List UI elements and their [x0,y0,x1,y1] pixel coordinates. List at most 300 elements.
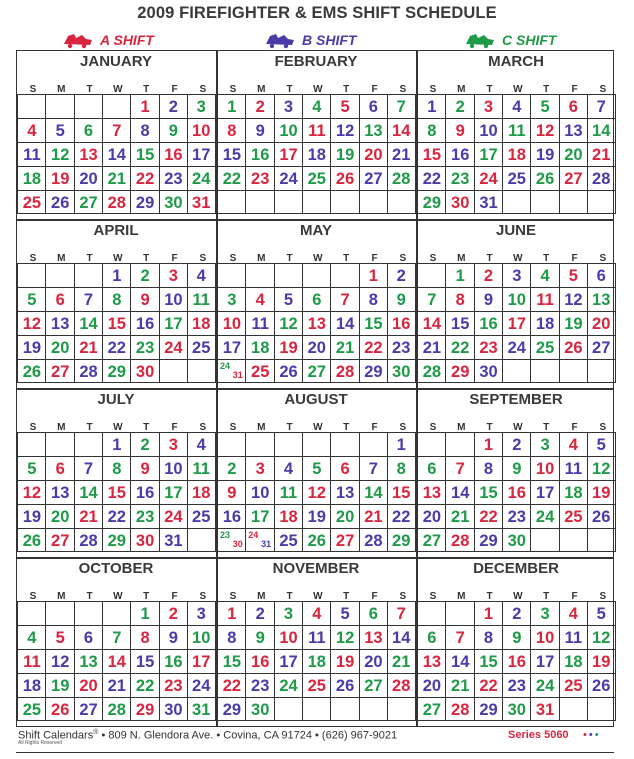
empty-cell [502,359,531,383]
legend-c-label: C SHIFT [502,32,557,48]
day-cell: 6 [417,625,446,649]
day-cell: 9 [245,625,274,649]
empty-cell [302,432,331,456]
weekday-label: S [229,422,237,433]
day-cell: 22 [217,166,246,190]
day-cell: 23 [159,673,188,697]
day-number: 23 [220,530,231,540]
fire-truck-icon [62,31,94,49]
day-cell: 30 [159,190,188,214]
day-cell: 6 [45,287,74,311]
day-cell: 20 [359,142,388,166]
day-cell: 20 [45,504,74,528]
day-cell: 2 [445,94,474,118]
day-cell: 25 [17,190,46,214]
day-cell: 4 [274,456,303,480]
day-cell: 28 [330,359,359,383]
day-cell: 5 [587,601,616,625]
day-cell: 10 [217,311,246,335]
day-cell: 5 [45,118,74,142]
day-cell: 16 [245,649,274,673]
day-cell: 17 [274,649,303,673]
empty-cell [74,601,103,625]
day-cell: 11 [17,649,46,673]
day-cell: 1 [474,432,503,456]
day-cell: 19 [17,335,46,359]
day-cell: 12 [530,118,559,142]
day-cell: 23 [130,504,159,528]
day-cell: 7 [445,456,474,480]
month-name: JULY [97,391,135,408]
day-cell: 31 [187,190,216,214]
day-cell: 21 [387,649,416,673]
day-cell: 20 [417,673,446,697]
month-name: FEBRUARY [274,53,358,70]
day-cell: 29 [445,359,474,383]
empty-cell [330,263,359,287]
day-cell: 27 [45,528,74,552]
day-cell: 12 [45,142,74,166]
day-cell: 10 [159,287,188,311]
legend-c-shift [464,30,556,50]
day-cell: 25 [187,335,216,359]
day-cell: 13 [417,649,446,673]
empty-cell [330,697,359,721]
empty-cell [45,94,74,118]
empty-cell [587,359,616,383]
weekday-label: S [199,253,207,264]
day-cell: 10 [474,118,503,142]
empty-cell [302,190,331,214]
day-cell: 24 [159,504,188,528]
day-cell: 12 [587,625,616,649]
weekday-label: M [457,422,466,433]
day-cell: 20 [74,166,103,190]
day-cell: 8 [474,625,503,649]
weekday-label: W [513,253,523,264]
day-cell: 18 [530,311,559,335]
day-cell: 15 [359,311,388,335]
empty-cell [217,432,246,456]
day-cell: 24 [187,673,216,697]
empty-cell [274,697,303,721]
weekday-label: T [143,253,150,264]
color-dots [583,729,601,741]
empty-cell [417,601,446,625]
day-cell: 3 [530,432,559,456]
day-cell: 21 [74,504,103,528]
day-cell: 9 [159,625,188,649]
day-cell: 26 [330,166,359,190]
month-october [17,558,215,727]
day-cell: 4 [559,432,588,456]
empty-cell [217,263,246,287]
day-cell: 13 [45,480,74,504]
weekday-label: M [57,84,66,95]
weekday-label: M [457,84,466,95]
registered-mark: ® [93,729,99,736]
day-cell: 2 [474,263,503,287]
day-cell: 31 [159,528,188,552]
weekday-label: T [486,591,493,602]
day-cell: 15 [102,480,131,504]
weekday-label: F [371,422,378,433]
day-cell: 25 [17,697,46,721]
weekday-label: S [599,84,607,95]
weekday-label: F [571,591,578,602]
day-cell: 7 [74,456,103,480]
day-cell: 4 [502,94,531,118]
weekday-label: W [313,422,323,433]
day-cell: 3 [274,601,303,625]
day-cell: 17 [187,649,216,673]
weekday-label: W [313,84,323,95]
day-cell: 7 [359,456,388,480]
day-cell: 11 [187,287,216,311]
empty-cell [587,697,616,721]
empty-cell [445,601,474,625]
empty-cell [217,190,246,214]
day-cell: 16 [130,311,159,335]
weekday-label: T [286,591,293,602]
empty-cell [245,190,274,214]
day-cell: 1 [474,601,503,625]
day-cell: 20 [74,673,103,697]
day-cell: 29 [217,697,246,721]
month-name: SEPTEMBER [469,391,563,408]
weekday-label: S [599,422,607,433]
weekday-label: T [343,591,350,602]
weekday-label: T [286,253,293,264]
day-cell: 30 [387,359,416,383]
day-cell: 24 [274,673,303,697]
day-cell: 5 [530,94,559,118]
day-cell: 7 [74,287,103,311]
weekday-label: M [457,253,466,264]
month-june [417,220,615,389]
day-cell: 7 [330,287,359,311]
weekday-label: T [543,253,550,264]
day-cell: 24 [159,335,188,359]
day-cell: 5 [302,456,331,480]
day-cell: 27 [302,359,331,383]
weekday-label: S [399,84,407,95]
weekday-label: S [399,253,407,264]
weekday-label: S [199,422,207,433]
day-cell: 13 [359,118,388,142]
weekday-label: S [399,422,407,433]
day-cell: 6 [359,601,388,625]
day-cell: 21 [102,166,131,190]
day-cell: 7 [387,601,416,625]
day-cell: 7 [102,625,131,649]
day-cell: 26 [274,359,303,383]
weekday-label: S [29,253,37,264]
day-cell: 9 [130,456,159,480]
day-cell: 22 [102,504,131,528]
day-cell: 12 [330,625,359,649]
day-cell: 11 [530,287,559,311]
day-cell: 9 [387,287,416,311]
day-cell: 14 [587,118,616,142]
day-cell-split [217,528,246,552]
day-cell: 8 [102,456,131,480]
month-name: MARCH [488,53,544,70]
day-cell: 14 [445,480,474,504]
day-cell: 26 [45,190,74,214]
empty-cell [45,263,74,287]
day-cell: 10 [159,456,188,480]
day-cell: 16 [502,649,531,673]
day-cell: 18 [302,142,331,166]
day-cell: 29 [102,528,131,552]
day-cell: 22 [217,673,246,697]
day-cell: 31 [187,697,216,721]
day-cell: 8 [130,118,159,142]
day-cell: 30 [502,697,531,721]
day-cell: 21 [445,673,474,697]
weekday-label: T [86,591,93,602]
day-cell: 21 [359,504,388,528]
day-cell: 19 [274,335,303,359]
day-cell: 28 [417,359,446,383]
day-cell: 16 [245,142,274,166]
day-cell: 12 [559,287,588,311]
fire-truck-icon [464,31,496,49]
month-name: JANUARY [80,53,152,70]
day-cell: 20 [359,649,388,673]
day-cell: 25 [530,335,559,359]
day-cell: 14 [74,480,103,504]
day-cell: 16 [445,142,474,166]
weekday-label: F [371,84,378,95]
day-cell: 3 [530,601,559,625]
weekday-label: F [571,422,578,433]
weekday-label: T [543,422,550,433]
day-cell: 6 [559,94,588,118]
day-cell: 15 [217,142,246,166]
day-number: 31 [261,539,272,549]
day-cell: 27 [74,190,103,214]
day-cell: 26 [330,673,359,697]
day-cell: 26 [17,359,46,383]
day-cell: 30 [445,190,474,214]
empty-cell [587,528,616,552]
footer [18,729,398,746]
weekday-label: T [143,84,150,95]
day-cell: 28 [359,528,388,552]
day-cell: 1 [102,432,131,456]
empty-cell [159,359,188,383]
weekday-label: S [429,253,437,264]
day-cell: 7 [102,118,131,142]
day-cell: 30 [130,528,159,552]
day-cell: 17 [530,649,559,673]
day-cell: 24 [530,673,559,697]
weekday-label: T [86,84,93,95]
day-cell: 3 [187,601,216,625]
empty-cell [45,432,74,456]
day-cell: 22 [474,504,503,528]
day-cell: 3 [274,94,303,118]
day-cell: 29 [102,359,131,383]
empty-cell [359,697,388,721]
day-cell: 13 [587,287,616,311]
day-cell: 25 [302,166,331,190]
weekday-label: S [429,591,437,602]
day-cell: 29 [474,528,503,552]
day-cell: 27 [359,673,388,697]
day-cell: 15 [417,142,446,166]
day-cell: 19 [330,649,359,673]
weekday-label: F [571,84,578,95]
day-cell: 14 [445,649,474,673]
day-cell: 22 [102,335,131,359]
empty-cell [274,190,303,214]
day-cell: 17 [274,142,303,166]
day-cell: 7 [587,94,616,118]
day-cell: 5 [17,456,46,480]
day-cell: 30 [245,697,274,721]
day-cell: 29 [359,359,388,383]
day-cell: 27 [359,166,388,190]
day-cell: 1 [359,263,388,287]
empty-cell [559,190,588,214]
day-cell: 1 [130,601,159,625]
day-cell: 1 [387,432,416,456]
weekday-label: F [171,84,178,95]
empty-cell [530,359,559,383]
day-cell: 26 [587,504,616,528]
day-cell: 3 [159,432,188,456]
day-cell: 10 [274,625,303,649]
day-cell: 25 [559,673,588,697]
month-august [217,389,415,558]
day-cell: 2 [159,601,188,625]
day-cell: 19 [17,504,46,528]
day-cell: 3 [187,94,216,118]
day-cell: 7 [417,287,446,311]
empty-cell [17,601,46,625]
month-january [17,51,215,220]
day-cell: 24 [502,335,531,359]
day-cell: 23 [474,335,503,359]
day-cell: 30 [130,359,159,383]
day-cell: 21 [445,504,474,528]
day-cell: 29 [130,190,159,214]
day-cell: 8 [217,118,246,142]
company-name: Shift Calendars [18,729,94,742]
day-cell: 9 [502,456,531,480]
weekday-label: S [599,591,607,602]
fire-truck-icon [264,31,296,49]
rights-text: All Rights Reserved [18,740,62,746]
day-cell: 9 [130,287,159,311]
day-cell: 28 [387,166,416,190]
day-cell: 15 [387,480,416,504]
day-cell: 8 [387,456,416,480]
day-cell: 3 [502,263,531,287]
day-cell: 14 [74,311,103,335]
day-cell: 12 [587,456,616,480]
day-cell: 9 [502,625,531,649]
empty-cell [302,697,331,721]
day-cell: 28 [445,697,474,721]
day-cell: 11 [559,456,588,480]
weekday-label: M [457,591,466,602]
weekday-label: T [86,422,93,433]
day-cell: 21 [102,673,131,697]
weekday-label: W [313,253,323,264]
day-cell: 25 [502,166,531,190]
day-cell: 9 [445,118,474,142]
weekday-label: M [257,253,266,264]
weekday-label: S [429,84,437,95]
day-cell: 8 [217,625,246,649]
day-cell: 10 [274,118,303,142]
day-cell: 16 [159,142,188,166]
day-cell: 19 [330,142,359,166]
weekday-label: W [113,591,123,602]
empty-cell [74,432,103,456]
day-cell: 6 [302,287,331,311]
weekday-label: S [429,422,437,433]
day-number: 31 [232,370,243,380]
day-cell: 24 [530,504,559,528]
month-november [217,558,415,727]
weekday-label: M [257,422,266,433]
day-cell: 5 [330,94,359,118]
day-cell: 8 [130,625,159,649]
day-cell: 1 [102,263,131,287]
empty-cell [245,263,274,287]
month-name: APRIL [93,222,139,239]
day-cell: 23 [387,335,416,359]
day-cell: 13 [359,625,388,649]
day-cell: 15 [130,142,159,166]
weekday-label: T [543,591,550,602]
day-cell: 12 [17,311,46,335]
day-cell: 2 [130,263,159,287]
day-cell: 5 [274,287,303,311]
day-cell: 21 [330,335,359,359]
day-cell: 5 [17,287,46,311]
day-cell: 4 [302,94,331,118]
day-cell: 22 [445,335,474,359]
day-cell: 30 [159,697,188,721]
weekday-label: T [286,84,293,95]
day-cell: 20 [587,311,616,335]
day-cell: 5 [559,263,588,287]
day-cell: 12 [330,118,359,142]
day-cell: 4 [17,118,46,142]
day-cell: 28 [102,697,131,721]
weekday-label: F [171,253,178,264]
empty-cell [502,190,531,214]
empty-cell [17,263,46,287]
weekday-label: T [343,84,350,95]
weekday-label: W [513,84,523,95]
day-cell: 12 [302,480,331,504]
empty-cell [387,697,416,721]
day-cell: 21 [587,142,616,166]
weekday-label: M [57,591,66,602]
weekday-label: W [513,422,523,433]
day-cell: 29 [387,528,416,552]
day-cell: 8 [359,287,388,311]
day-cell: 2 [245,94,274,118]
day-cell: 2 [130,432,159,456]
